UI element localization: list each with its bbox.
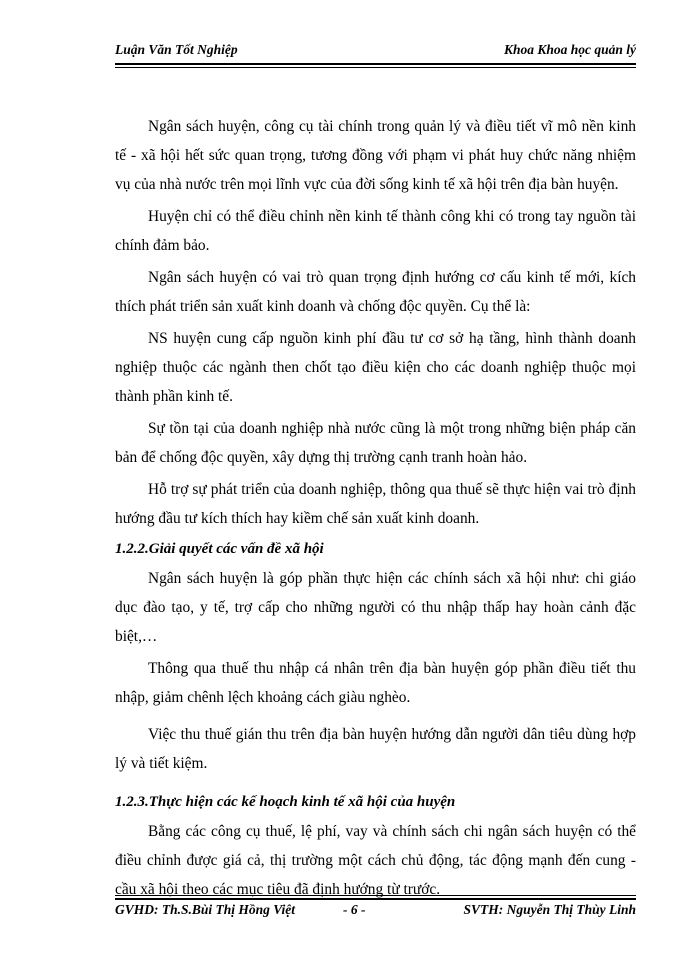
paragraph: Huyện chỉ có thể điều chỉnh nền kinh tế thành công khi có trong tay nguồn tài chính đảm bảo. — [115, 208, 636, 254]
page-body — [115, 112, 636, 904]
paragraph: Thông qua thuế thu nhập cá nhân trên địa bàn huyện góp phần điều tiết thu nhập, giảm chênh lệch khoảng cách giàu nghèo. — [115, 660, 636, 706]
page-header — [115, 42, 636, 62]
footer-student: SVTH: Nguyễn Thị Thùy Linh — [463, 902, 636, 917]
paragraph: NS huyện cung cấp nguồn kinh phí đầu tư cơ sở hạ tầng, hình thành doanh nghiệp thuộc các ngành then chốt tạo điều kiện cho các doanh nghiệp thuộc mọi thành phần kinh tế. — [115, 330, 636, 405]
page-footer — [115, 902, 636, 922]
header-thesis-title: Luận Văn Tốt Nghiệp — [115, 42, 238, 57]
section-heading-1-2-3: 1.2.3.Thực hiện các kế hoạch kinh tế xã hội của huyện — [115, 794, 456, 810]
paragraph: Hỗ trợ sự phát triển của doanh nghiệp, thông qua thuế sẽ thực hiện vai trò định hướng đầu tư kích thích hay kiềm chế sản xuất kinh doanh. — [115, 481, 636, 527]
footer-supervisor: GVHD: Th.S.Bùi Thị Hồng Việt — [115, 902, 296, 917]
paragraph: Việc thu thuế gián thu trên địa bàn huyện hướng dẫn người dân tiêu dùng hợp lý và tiết kiệm. — [115, 726, 636, 772]
paragraph: Ngân sách huyện, công cụ tài chính trong quản lý và điều tiết vĩ mô nền kinh tế - xã hội hết sức quan trọng, tương đồng với phạm vi phát huy chức năng nhiệm vụ của nhà nước trên mọi lĩnh vực của đời sống kinh tế xã hội trên địa bàn huyện. — [115, 118, 636, 193]
header-rule-thick — [115, 63, 636, 65]
paragraph: Ngân sách huyện là góp phần thực hiện các chính sách xã hội như: chi giáo dục đào tạo, y tế, trợ cấp cho những người có thu nhập thấp hay hoàn cảnh đặc biệt,… — [115, 570, 636, 645]
paragraph: Bằng các công cụ thuế, lệ phí, vay và chính sách chi ngân sách huyện có thể điều chỉnh được giá cả, thị trường một cách chủ động, tác động mạnh đến cung - cầu xã hội theo các mục tiêu đã định hướng từ trước. — [115, 823, 636, 898]
header-faculty: Khoa Khoa học quản lý — [503, 42, 636, 57]
paragraph: Ngân sách huyện có vai trò quan trọng định hướng cơ cấu kinh tế mới, kích thích phát triển sản xuất kinh doanh và chống độc quyền. Cụ thể là: — [115, 269, 636, 315]
footer-rule-thick — [115, 898, 636, 900]
footer-rule-thin — [115, 895, 636, 896]
section-heading-1-2-2: 1.2.2.Giải quyết các vấn đề xã hội — [115, 541, 324, 557]
header-rule-thin — [115, 67, 636, 68]
page-number: - 6 - — [343, 902, 366, 917]
paragraph: Sự tồn tại của doanh nghiệp nhà nước cũng là một trong những biện pháp căn bản để chống độc quyền, xây dựng thị trường cạnh tranh hoàn hảo. — [115, 420, 636, 466]
